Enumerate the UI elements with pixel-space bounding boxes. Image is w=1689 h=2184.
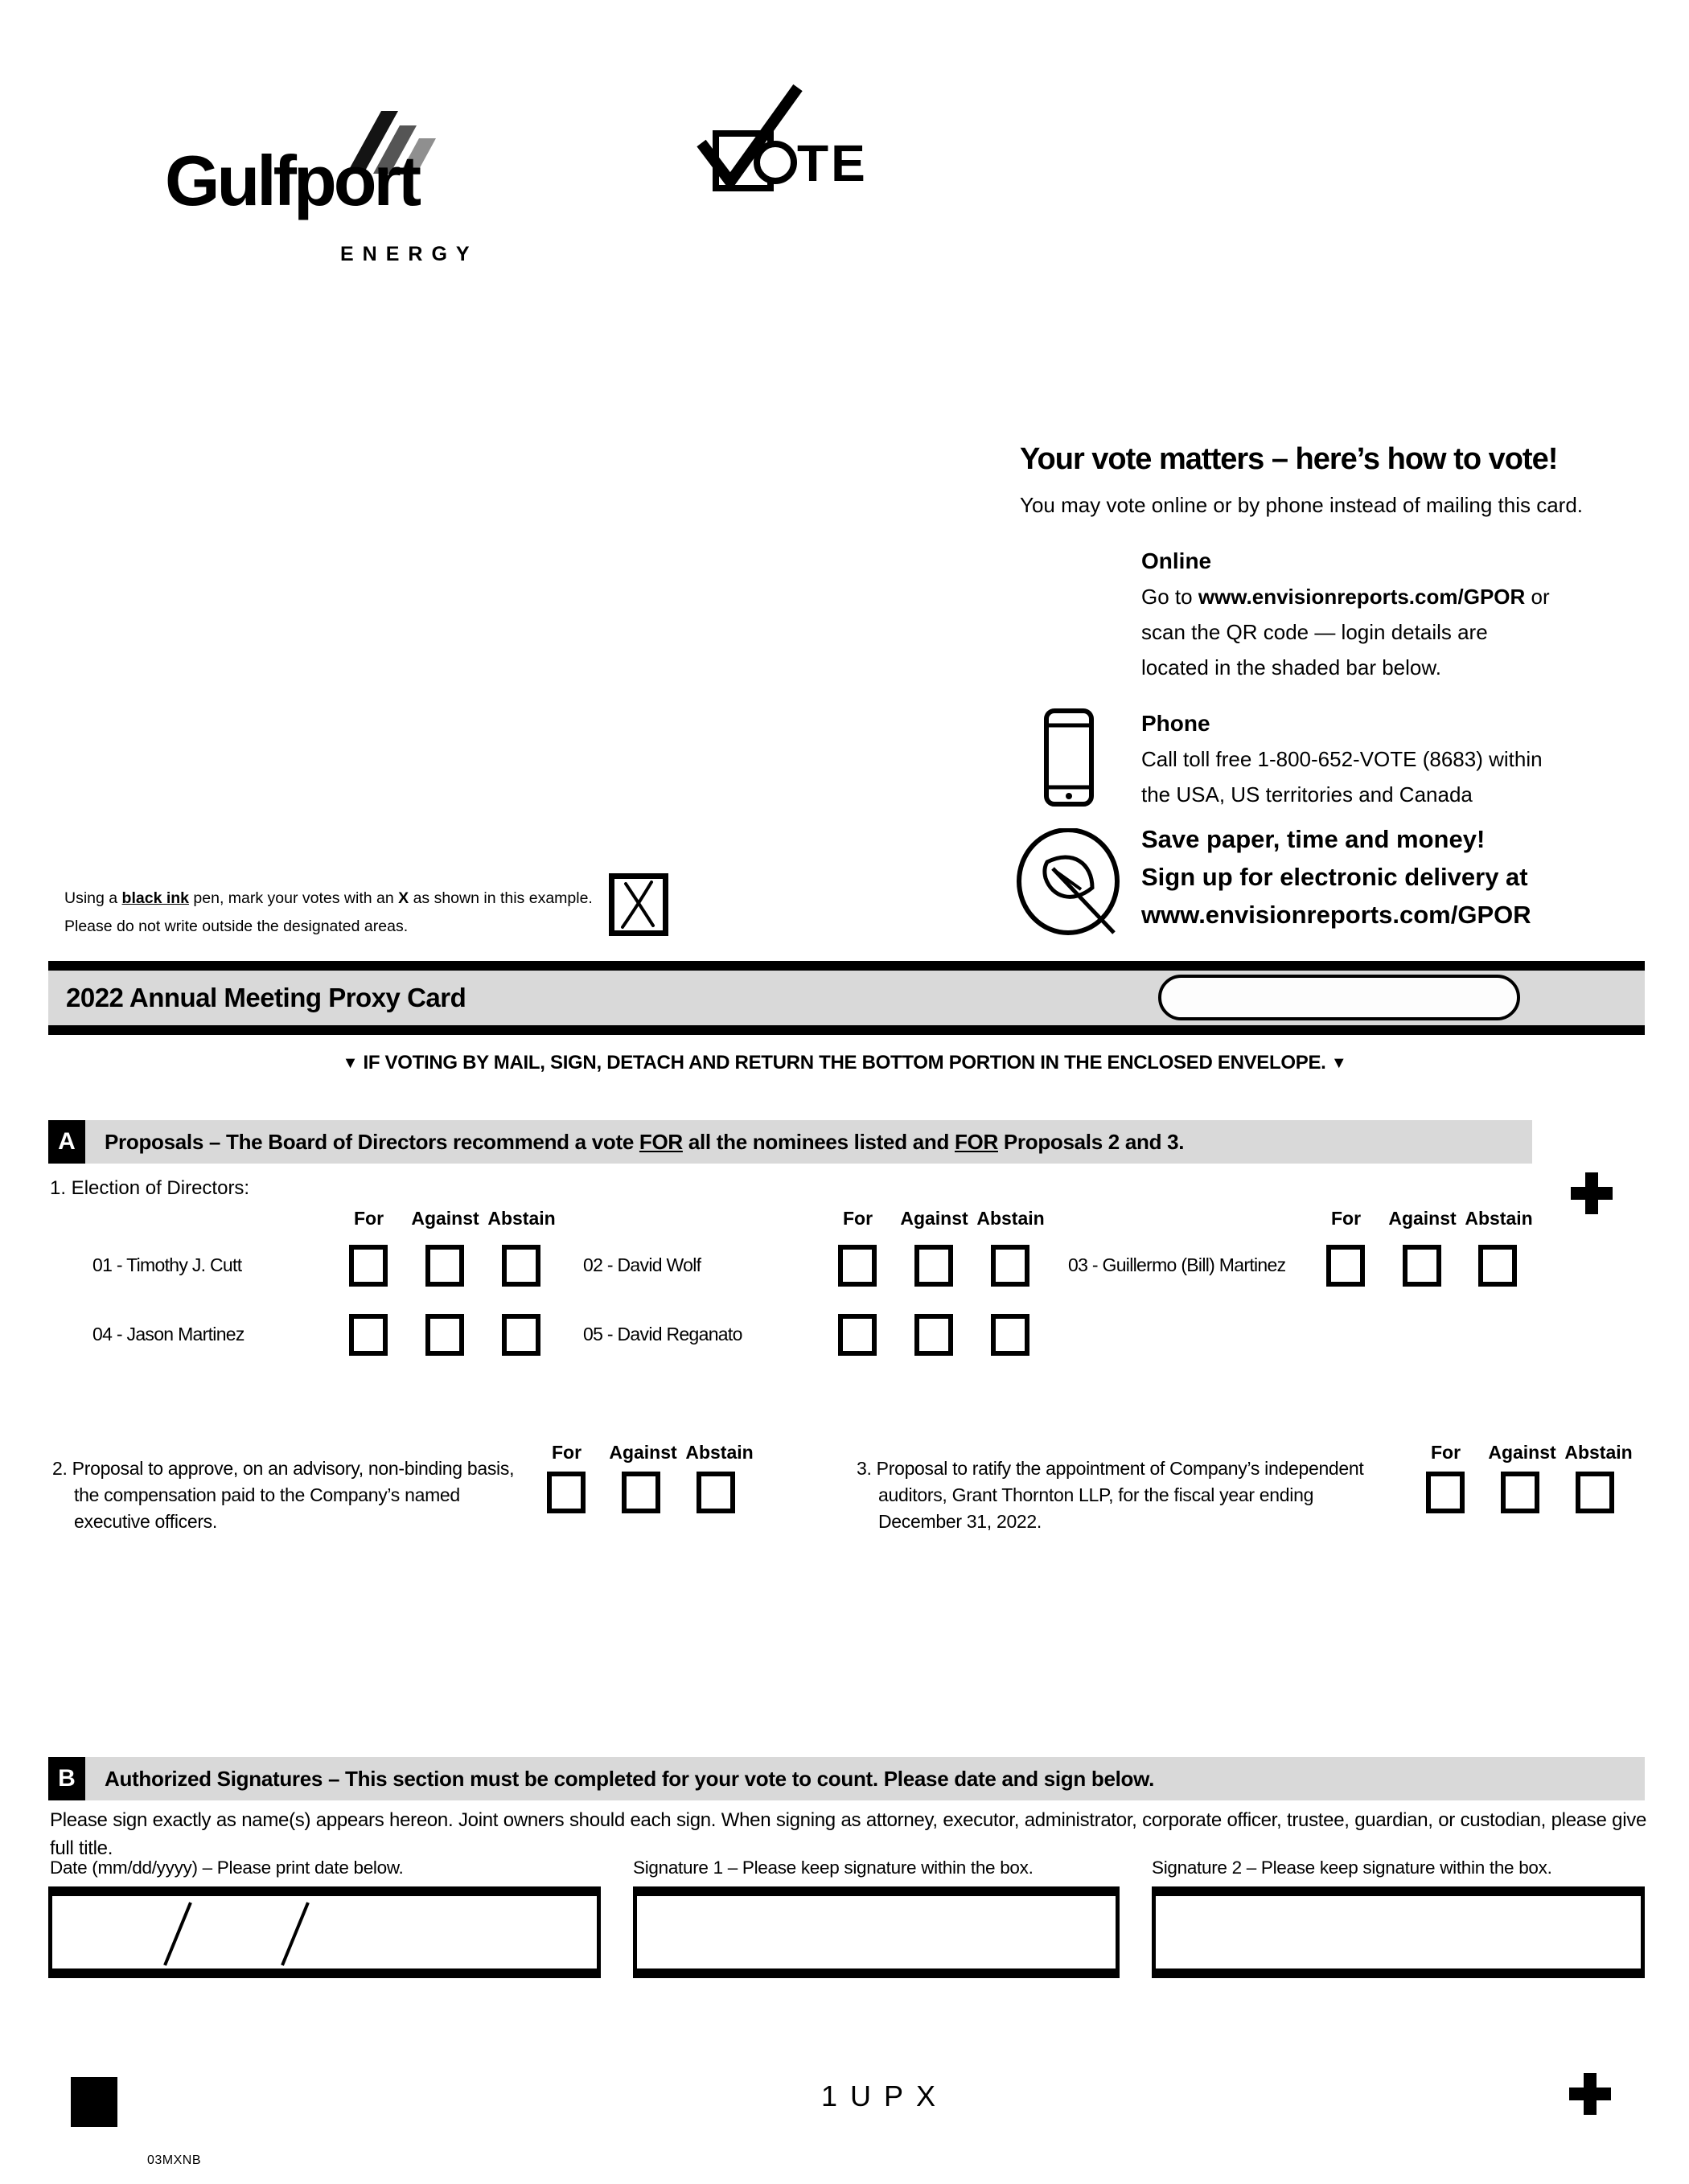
checkbox-nominee-02-abstain[interactable] <box>991 1245 1029 1287</box>
proposal-3-text: 3. Proposal to ratify the appointment of Company’s independent auditors, Grant Thornton LLP, for the fiscal year ending December 31, 2022. <box>857 1458 1364 1532</box>
section-a-heading: Proposals – The Board of Directors recommend a vote FOR all the nominees listed and FOR Proposals 2 and 3. <box>105 1129 1185 1154</box>
vote-options-header: For Against Abstain <box>842 1208 1045 1229</box>
nominee-label-04: 04 - Jason Martinez <box>92 1324 245 1344</box>
example-x-mark <box>614 879 663 930</box>
date-box-label: Date (mm/dd/yyyy) – Please print date below. <box>50 1858 404 1878</box>
ink-instruction-line2: Please do not write outside the designated areas. <box>64 918 409 935</box>
checkbox-proposal-3-against[interactable] <box>1501 1472 1539 1513</box>
proposal-2-text: 2. Proposal to approve, on an advisory, non-binding basis, the compensation paid to the Company’s named executive officers. <box>52 1458 515 1532</box>
vote-options-header: For Against Abstain <box>1330 1208 1533 1229</box>
registration-black-mark <box>71 2077 117 2127</box>
nominee-label-02: 02 - David Wolf <box>583 1254 701 1275</box>
online-voting-info <box>1141 544 1550 685</box>
paperless-info <box>1141 820 1531 934</box>
checkbox-nominee-01-abstain[interactable] <box>502 1245 540 1287</box>
checkbox-nominee-04-abstain[interactable] <box>502 1314 540 1356</box>
detach-note: ▼ IF VOTING BY MAIL, SIGN, DETACH AND RETURN THE BOTTOM PORTION IN THE ENCLOSED ENVELOPE. ▼ <box>342 1052 1347 1074</box>
checkbox-nominee-02-for[interactable] <box>838 1245 877 1287</box>
date-input-box[interactable] <box>48 1886 601 1978</box>
card-title: 2022 Annual Meeting Proxy Card <box>66 983 466 1012</box>
checkbox-proposal-2-against[interactable] <box>622 1472 660 1513</box>
section-a-letter: A <box>48 1120 85 1164</box>
ink-instruction <box>64 885 593 941</box>
checkbox-nominee-01-for[interactable] <box>349 1245 388 1287</box>
checkbox-nominee-02-against[interactable] <box>914 1245 953 1287</box>
vote-options-header: For Against Abstain <box>353 1208 556 1229</box>
footer-code: 1UPX <box>820 2079 949 2112</box>
checkbox-nominee-05-against[interactable] <box>914 1314 953 1356</box>
signature-instruction: Please sign exactly as name(s) appears hereon. Joint owners should each sign. When signing as attorney, executor, administrator, corporate officer, trustee, guardian, or custodian, please give full title. <box>50 1809 1646 1859</box>
login-details-pill <box>1158 975 1520 1020</box>
paperless-line2: Sign up for electronic delivery at <box>1141 863 1528 891</box>
form-id: 03MXNB <box>147 2153 202 2167</box>
gulfport-logo-name: Gulfport <box>165 141 419 220</box>
signature2-box-label: Signature 2 – Please keep signature within the box. <box>1152 1858 1552 1878</box>
phone-icon <box>1043 708 1095 807</box>
online-line3: located in the shaded bar below. <box>1141 655 1441 679</box>
paperless-line3: www.envisionreports.com/GPOR <box>1141 901 1531 929</box>
nominee-label-05: 05 - David Reganato <box>583 1324 742 1344</box>
election-of-directors-label: 1. Election of Directors: <box>50 1177 250 1199</box>
how-to-vote-title: Your vote matters – here’s how to vote! <box>1020 442 1558 476</box>
section-b-header <box>48 1757 1645 1800</box>
phone-voting-info <box>1141 706 1543 812</box>
signature2-input-box[interactable] <box>1152 1886 1645 1978</box>
gulfport-logo-subname: ENERGY <box>340 243 479 265</box>
checkbox-nominee-03-against[interactable] <box>1403 1245 1441 1287</box>
how-to-vote-subtitle: You may vote online or by phone instead of mailing this card. <box>1020 493 1584 517</box>
checkbox-nominee-04-for[interactable] <box>349 1314 388 1356</box>
date-separator-slashes <box>52 1896 597 1968</box>
checkbox-proposal-3-for[interactable] <box>1426 1472 1465 1513</box>
online-heading: Online <box>1141 548 1212 573</box>
checkbox-proposal-2-for[interactable] <box>547 1472 586 1513</box>
registration-plus-icon <box>1569 2073 1611 2115</box>
online-url: www.envisionreports.com/GPOR <box>1198 585 1526 609</box>
checkbox-nominee-03-for[interactable] <box>1326 1245 1365 1287</box>
checkbox-nominee-05-abstain[interactable] <box>991 1314 1029 1356</box>
ink-instruction-line1: Using a black ink pen, mark your votes with an X as shown in this example. <box>64 889 593 907</box>
checkbox-proposal-2-abstain[interactable] <box>697 1472 735 1513</box>
vote-options-header: For Against Abstain <box>1430 1442 1633 1463</box>
phone-line2: the USA, US territories and Canada <box>1141 782 1473 807</box>
nominee-label-03: 03 - Guillermo (Bill) Martinez <box>1068 1254 1286 1275</box>
down-arrow-icon: ▼ <box>342 1054 359 1072</box>
online-line1: Go to www.envisionreports.com/GPOR or <box>1141 585 1550 609</box>
example-x-mark-box <box>609 873 668 936</box>
checkbox-nominee-01-against[interactable] <box>425 1245 464 1287</box>
card-title-bar <box>48 961 1645 1035</box>
checkbox-nominee-03-abstain[interactable] <box>1478 1245 1517 1287</box>
paperless-leaf-icon <box>1015 828 1124 938</box>
vote-checkmark-logo <box>684 79 877 211</box>
paperless-line1: Save paper, time and money! <box>1141 825 1486 853</box>
signature1-box-label: Signature 1 – Please keep signature within the box. <box>633 1858 1034 1878</box>
checkbox-nominee-04-against[interactable] <box>425 1314 464 1356</box>
checkbox-proposal-3-abstain[interactable] <box>1576 1472 1614 1513</box>
down-arrow-icon: ▼ <box>1330 1054 1347 1072</box>
registration-plus-icon <box>1571 1172 1613 1214</box>
phone-heading: Phone <box>1141 711 1210 736</box>
phone-line1: Call toll free 1-800-652-VOTE (8683) within <box>1141 747 1543 771</box>
section-b-heading: Authorized Signatures – This section must be completed for your vote to count. Please date and sign below. <box>105 1766 1155 1791</box>
section-a-header <box>48 1120 1532 1164</box>
nominee-label-01: 01 - Timothy J. Cutt <box>92 1254 242 1275</box>
online-line2: scan the QR code — login details are <box>1141 620 1488 644</box>
signature1-input-box[interactable] <box>633 1886 1120 1978</box>
checkbox-nominee-05-for[interactable] <box>838 1314 877 1356</box>
vote-logo-letters: TE <box>797 134 868 192</box>
section-b-letter: B <box>48 1757 85 1800</box>
vote-options-header: For Against Abstain <box>551 1442 754 1463</box>
gulfport-logo <box>165 98 487 271</box>
